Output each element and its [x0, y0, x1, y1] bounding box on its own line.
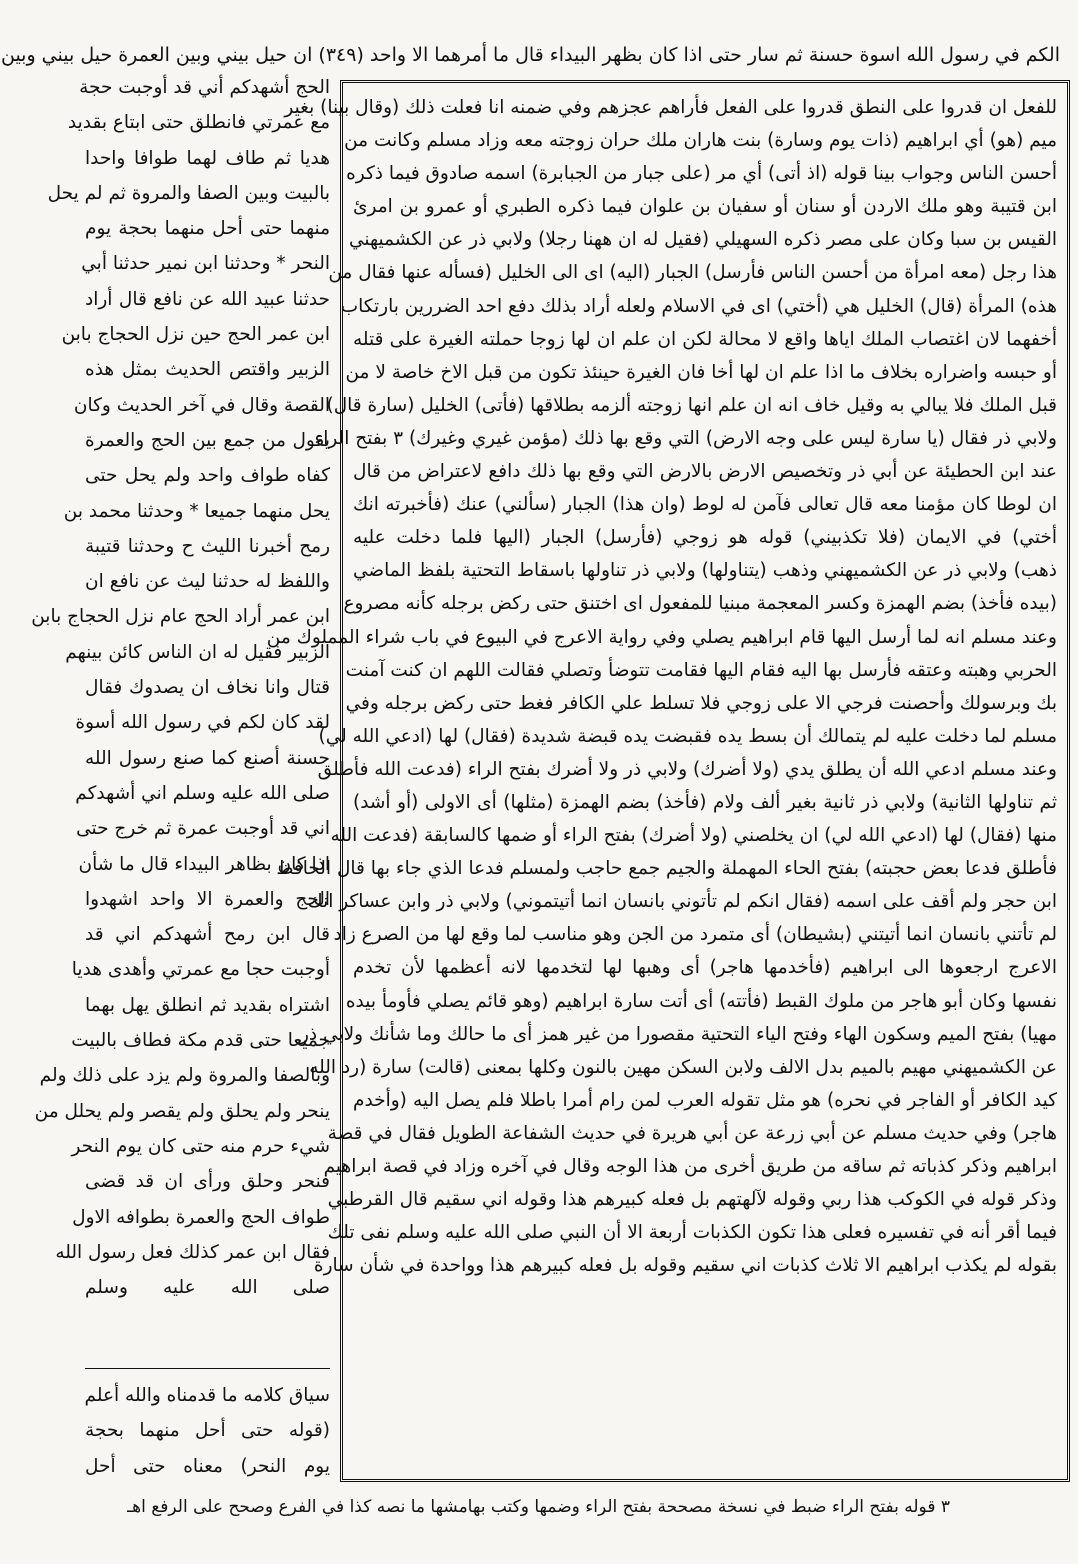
commentary-line: وعند مسلم ادعي الله أن يطلق يدي (ولا أضرك) ولابي ذر ولا أضرك بفتح الراء (فدعت الله فأطلق [317, 758, 1057, 780]
hadith-line: ابن عمر أراد الحج عام نزل الحجاج بابن [31, 606, 330, 628]
hadith-line: واللفظ له حدثنا ليث عن نافع ان [85, 571, 330, 593]
hadith-line: صلى الله عليه وسلم اني أشهدكم [75, 782, 330, 804]
commentary-line: عن الكشميهني مهيم بالميم بدل الالف ولابن السكن مهين بالنون وكلها بمعنى (قالت) سارة (رد الله [309, 1056, 1057, 1078]
hadith-line: اشتراه بقديد ثم انطلق يهل بهما [85, 994, 330, 1016]
hadith-line: الحج والعمرة الا واحد اشهدوا [85, 888, 330, 910]
hadith-line: مع عمرتي فانطلق حتى ابتاع بقديد [67, 112, 330, 134]
side-commentary [85, 1378, 330, 1478]
hadith-line: يحل منهما جميعا * وحدثنا محمد بن [63, 500, 330, 522]
commentary-line: ابراهيم وذكر كذباته ثم ساقه من طريق أخرى من هذا الوجه وقال في آخره وزاد في قصة ابراهيم [323, 1156, 1057, 1177]
hadith-line: الحج أشهدكم أني قد أوجبت حجة [79, 77, 330, 98]
hadith-line: بالبيت وبين الصفا والمروة ثم لم يحل [47, 182, 330, 204]
footnote: ٣ قوله بفتح الراء ضبط في نسخة مصححة بفتح الراء وضمها وكتب بهامشها ما نصه كذا في الفرع وصحح على الرفع اهـ [127, 1497, 950, 1517]
note-line: يوم النحر) معناه حتى أحل [85, 1455, 330, 1477]
commentary-line: أحسن الناس وجواب بينا قوله (اذ أتى) أي مر (على جبار من الجبابرة) اسمه صادوق فيما ذكره [346, 163, 1057, 185]
hadith-line: النحر * وحدثنا ابن نمير حدثنا أبي [81, 253, 330, 275]
hadith-line: اني قد أوجبت عمرة ثم خرج حتى [76, 818, 330, 840]
hadith-line: هديا ثم طاف لهما طوافا واحدا [85, 147, 330, 169]
hadith-line: طواف الحج والعمرة بطوافه الاول [72, 1206, 330, 1228]
commentary-frame [266, 80, 1070, 1482]
commentary-line: قبل الملك فلا يبالي به وقيل خاف انه ان علم انها زوجته ألزمه بطلاقها (فأتى) الخليل (سارة قال) [326, 394, 1057, 416]
commentary-line: ميم (هو) أي ابراهيم (ذات يوم وسارة) بنت هاران ملك حران زوجته معه وزاد مسلم وكانت من [344, 130, 1057, 152]
commentary-line: منها (فقال) لها (ادعي الله لي) ان يخلصني (ولا أضرك) بفتح الراء أو ضمها كالسابقة (فدعت الله [330, 825, 1057, 847]
commentary-line: مسلم لما دخلت عليه لم يتمالك أن بسط يده فقبضت يده قبضة شديدة (فقال) لها (ادعي الله لي) [318, 725, 1057, 747]
commentary-line: أختي) في الايمان (فلا تكذبيني) قوله هو زوجي (فأرسل) الجبار (اليها فلما دخلت عليه [353, 527, 1057, 549]
hadith-line: قتال وانا نخاف ان يصدوك فقال [85, 677, 330, 699]
hadith-line: قال ابن رمح أشهدكم اني قد [85, 924, 330, 946]
commentary-line: هاجر) وفي حديث مسلم عن أبي زرعة عن أبي هريرة في حديث الشفاعة الطويل فقال في قصة [327, 1122, 1057, 1144]
column-divider [85, 1368, 330, 1369]
commentary-line: مهيا) بفتح الميم وسكون الهاء وفتح الياء التحتية مقصورا من غير همز أى ما حالك وما شأنك ولابي ذر [299, 1023, 1057, 1045]
commentary-line: الاعرج ارجعوها الى ابراهيم (فأخدمها هاجر) أى وهبها لها لتخدمها لانه أعظمها لأن تخدم [353, 957, 1057, 979]
commentary-line: القيس بن سبا وكان على مصر ذكره السهيلي (فقيل له ان ههنا رجلا) ولابي ذر عن الكشميهني [348, 229, 1057, 251]
commentary-line: ان لوطا كان مؤمنا معه قال تعالى فآمن له لوط (وان هذا) الجبار (سألني) عنك (فأخبرته انك [353, 494, 1057, 516]
commentary-line: (بيده فأخذ) بضم الهمزة وكسر المعجمة مبنيا للمفعول اى اختنق حتى ركض برجله كأنه مصروع [343, 593, 1057, 615]
commentary-line: ذهب) ولابي ذر عن الكشميهني وذهب (يتناولها) ولابي ذر تناولها باسقاط التحتية بلفظ الماضي [353, 560, 1057, 582]
hadith-line: ابن عمر الحج حين نزل الحجاج بابن [61, 324, 330, 346]
hadith-line: الزبير واقتص الحديث بمثل هذه [85, 359, 330, 381]
hadith-line: الزبير فقيل له ان الناس كائن بينهم [65, 641, 330, 663]
hadith-line: منهما حتى أحل منهما بحجة يوم [85, 218, 330, 240]
hadith-line: لقد كان لكم في رسول الله أسوة [75, 712, 330, 734]
hadith-column [31, 70, 330, 1360]
commentary-line: ابن حجر ولم أقف على اسمه (فقال انكم لم تأتوني بانسان انما أتيتموني) ولابي ذر وابن عساكر انك [307, 891, 1057, 913]
commentary-line: ولابي ذر فقال (يا سارة ليس على وجه الارض) التي وقع بها ذلك (مؤمن غيري وغيرك) ٣ بفتح الراء [314, 427, 1057, 449]
hadith-line: رمح أخبرنا الليث ح وحدثنا قتيبة [85, 535, 330, 557]
commentary-line: بك وبرسولك وأحصنت فرجي الا على زوجي فلا تسلط علي الكافر فغط حتى ركض برجله وفي [345, 692, 1057, 714]
commentary-line: هذا رجل (معه امرأة من أحسن الناس فأرسل) الجبار (اليه) اى الى الخليل (فسأله عنها فقال من [328, 262, 1057, 284]
hadith-line: يقول من جمع بين الحج والعمرة [85, 429, 330, 451]
hadith-line: فقال ابن عمر كذلك فعل رسول الله [55, 1241, 330, 1263]
commentary-line: أو حبسه واضراره بخلاف ما اذا علم ان لها أخا فان الغيرة حينئذ تكون من قبل الاخ خاصة لا من [345, 361, 1057, 383]
note-line: سياق كلامه ما قدمناه والله أعلم [84, 1385, 330, 1406]
commentary-line: لم تأتني بانسان انما أتيتني (بشيطان) أى متمرد من الجن وهو مناسب لما وقع لها من الصرع زاد [333, 924, 1057, 946]
hadith-line: كفاه طواف واحد ولم يحل حتى [85, 465, 330, 487]
hadith-line: وبالصفا والمروة ولم يزد على ذلك ولم [39, 1065, 330, 1087]
hadith-line: صلى الله عليه وسلم [85, 1277, 330, 1299]
page-header: الكم في رسول الله اسوة حسنة ثم سار حتى اذا كان بظهر البيداء قال ما أمرهما الا واحد (٣٤٩) ان حيل بيني وبين العمرة حيل بيني وبين [0, 44, 1060, 66]
commentary-line: فيما أقر أنه في تفسيره فعلى هذا تكون الكذبات أربعة الا أن النبي صلى الله عليه وسلم نفى تلك [327, 1222, 1057, 1244]
hadith-line: اذا كان بظاهر البيداء قال ما شأن [78, 853, 330, 875]
commentary-line: هذه) المرأة (قال) الخليل هي (أختي) اى في الاسلام ولعله أراد بذلك دفع احد الضررين بارتكاب [340, 295, 1057, 317]
commentary-line: ابن قتيبة وهو ملك الاردن أو سنان أو سفيان بن علوان فيما ذكره الطبري أو عمرو بن امرئ [353, 196, 1057, 218]
hadith-line: ينحر ولم يحلق ولم يقصر ولم يحلل من [34, 1100, 330, 1122]
commentary-line: للفعل ان قدروا على النطق قدروا على الفعل فأراهم عجزهم وفي ضمنه انا فعلت ذلك (وقال بينا) بغير [284, 97, 1057, 118]
hadith-line: القصة وقال في آخر الحديث وكان [73, 394, 330, 416]
commentary-line: وذكر قوله في الكوكب هذا ربي وقوله لآلهتهم بل فعله كبيرهم هذا وقوله اني سقيم قال القرطبي [327, 1189, 1057, 1211]
hadith-line: فنحر وحلق ورأى ان قد قضى [85, 1171, 330, 1193]
hadith-line: حدثنا عبيد الله عن نافع قال أراد [85, 288, 330, 310]
hadith-line: حسنة أصنع كما صنع رسول الله [85, 747, 330, 769]
commentary-line: وعند مسلم انه لما أرسل اليها قام ابراهيم يصلي وفي رواية الاعرج في البيوع في باب شراء المملوك من [266, 626, 1057, 648]
commentary-line: كيد الكافر أو الفاجر في نحره) هو مثل تقوله العرب لمن رام أمرا باطلا فلم يصل اليه (وأخدم [353, 1089, 1057, 1111]
commentary-line: أخفهما لان اغتصاب الملك اياها واقع لا محالة لكن ان علم ان لها زوجا حملته الغيرة على قتله [353, 328, 1057, 350]
commentary-line: الحربي وهبته وعتقه فأرسل بها اليه فقام اليها فقامت تتوضأ وتصلي فقالت اللهم ان كنت آمنت [345, 659, 1057, 681]
hadith-line: أوجبت حجا مع عمرتي وأهدى هديا [71, 959, 330, 981]
hadith-line: جميعا حتى قدم مكة فطاف بالبيت [71, 1030, 330, 1052]
commentary-line: عند ابن الحطيئة عن أبي ذر وتخصيص الارض بالارض التي وقع بها ذلك دافع لاعتراض من قال [353, 461, 1057, 483]
hadith-line: شيء حرم منه حتى كان يوم النحر [71, 1135, 330, 1157]
commentary-line: ثم تناولها الثانية) ولابي ذر ثانية بغير ألف ولام (فأخذ) بضم الهمزة (مثلها) أى الاولى (أو أشد) [353, 791, 1057, 813]
commentary-line: فأطلق فدعا بعض حجبته) بفتح الحاء المهملة والجيم جمع حاجب ولمسلم فدعا الذي جاء بها قال الحافظ [276, 858, 1057, 880]
commentary-line: نفسها وكان أبو هاجر من ملوك القبط (فأتته) أى أتت سارة ابراهيم (وهو قائم يصلي فأومأ بيده [345, 990, 1057, 1012]
note-line: (قوله حتى أحل منهما بحجة [85, 1420, 330, 1442]
commentary-line: بقوله لم يكذب ابراهيم الا ثلاث كذبات اني سقيم وقوله بل فعله كبيرهم هذا وواحدة في شأن سارة [313, 1255, 1057, 1277]
